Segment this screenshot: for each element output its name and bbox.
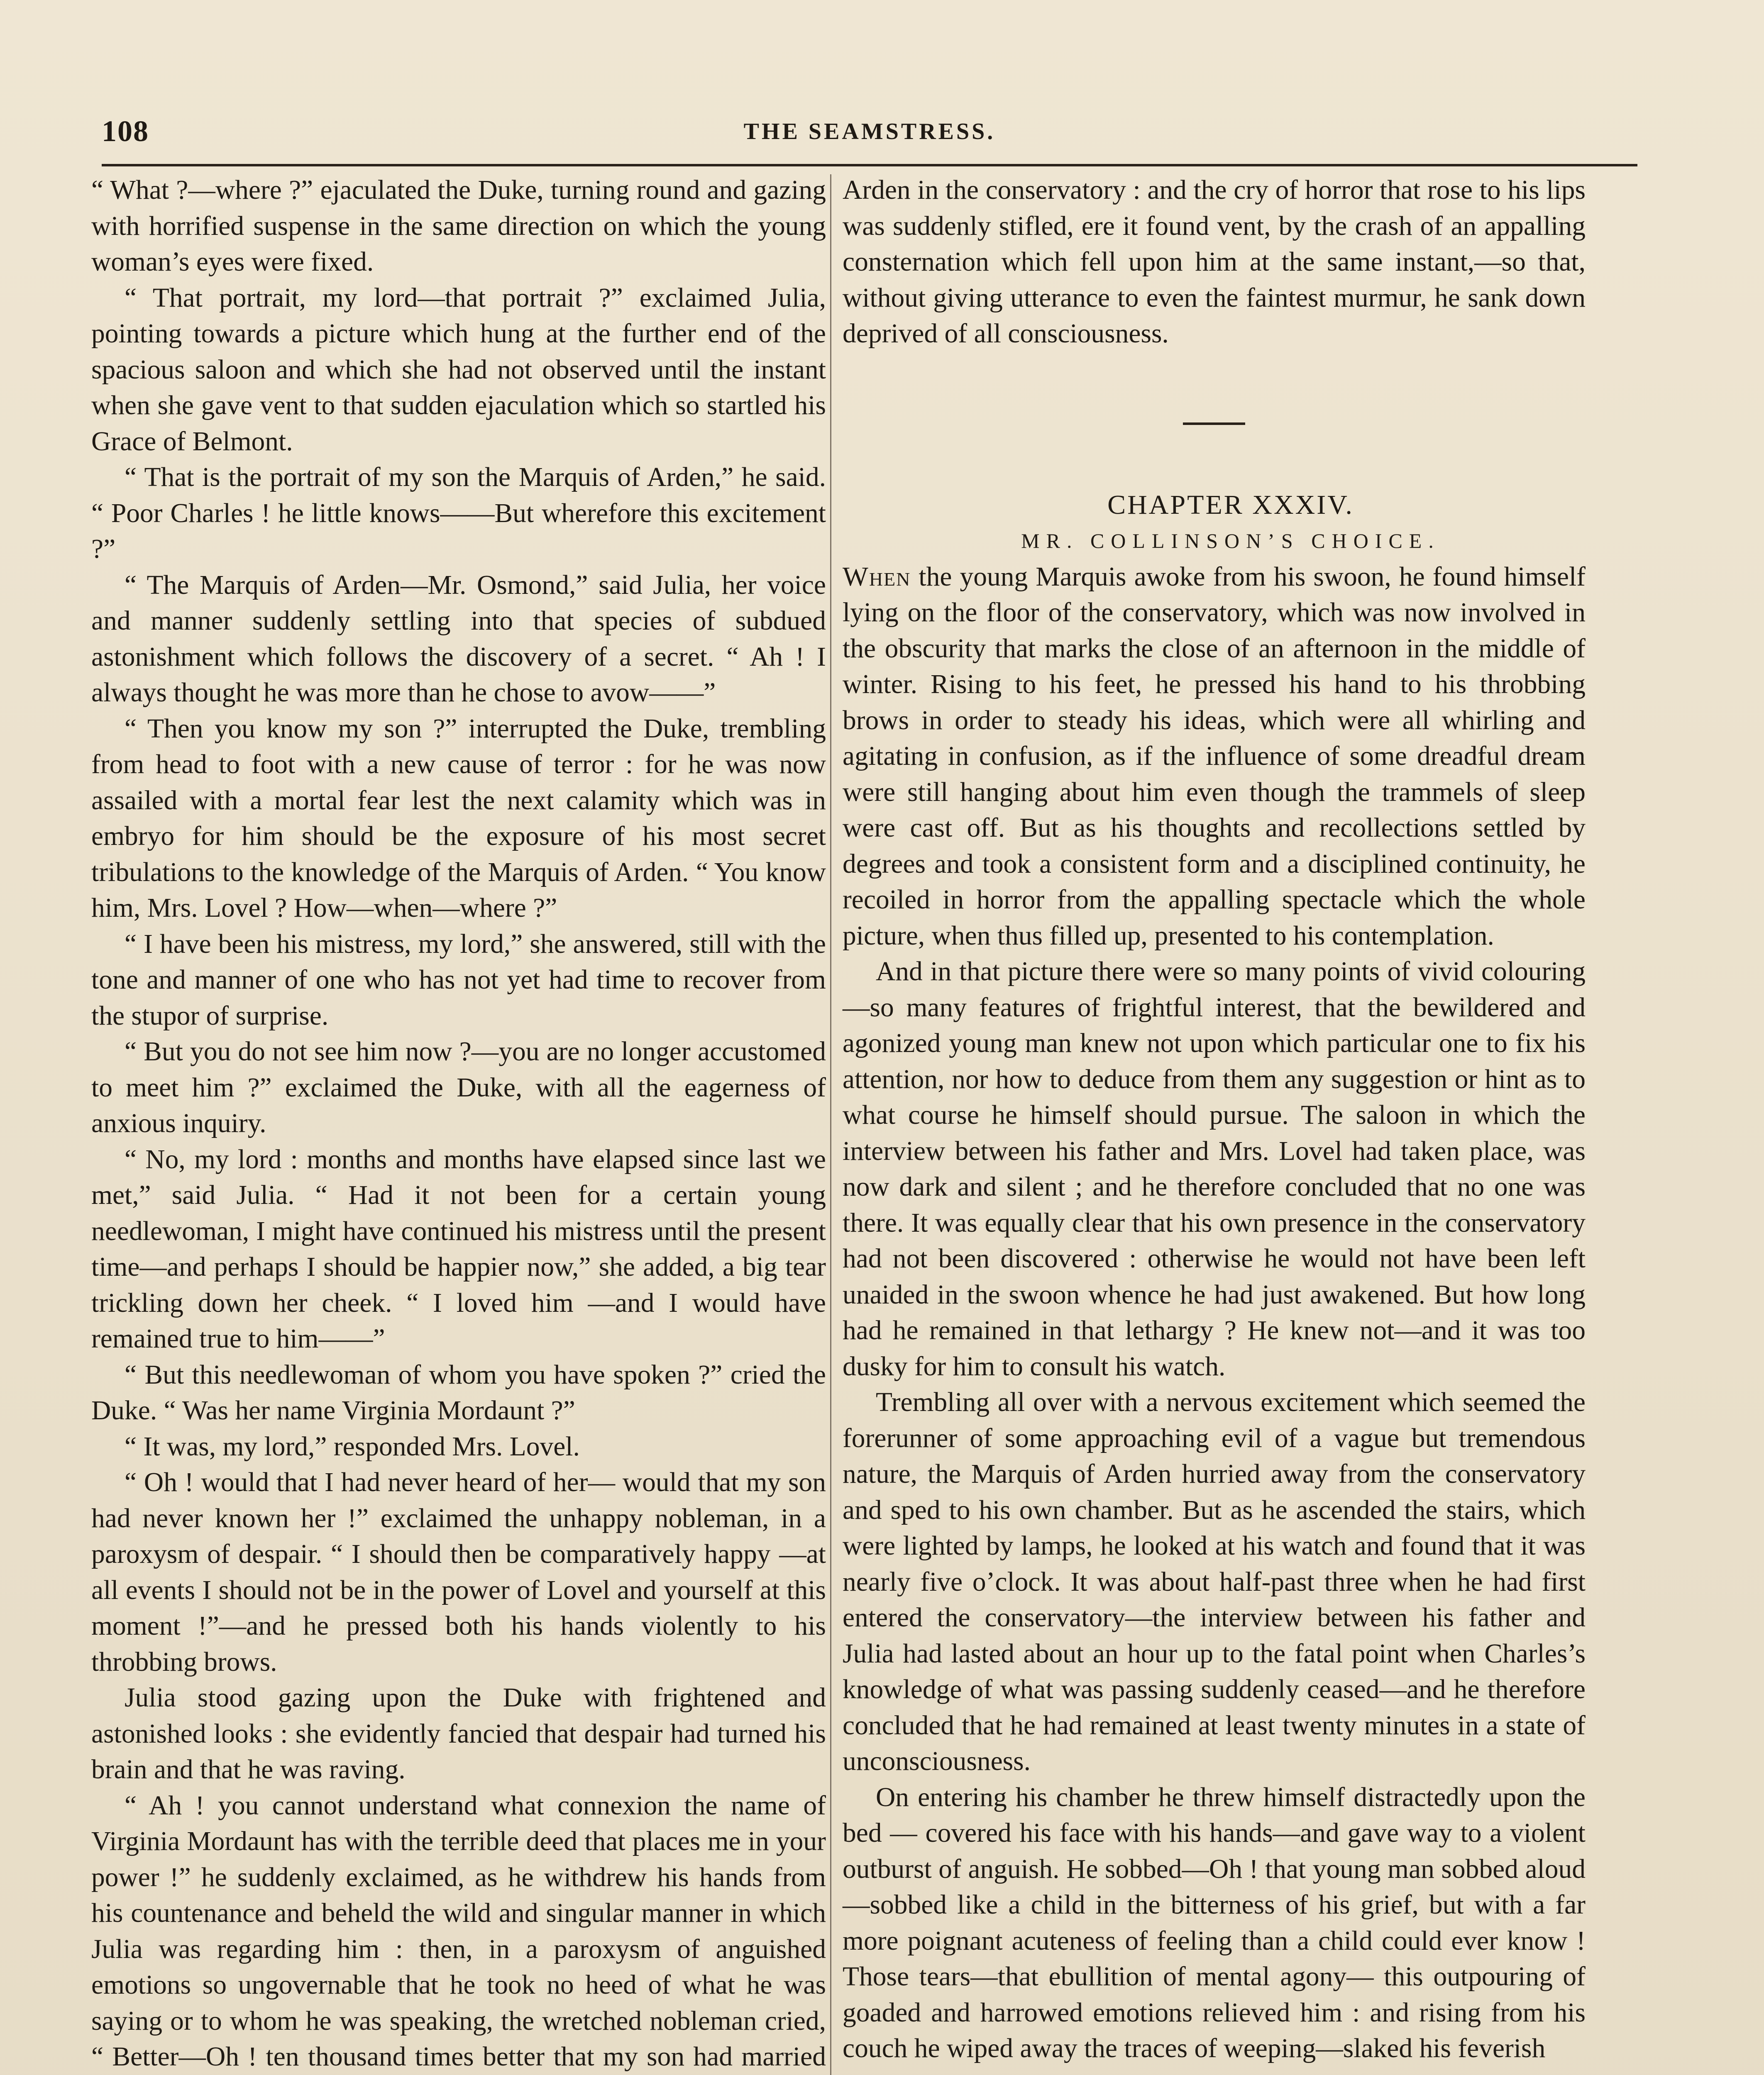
header-rule — [102, 164, 1637, 166]
paragraph: “ No, my lord : months and months have elapsed since last we met,” said Julia. “ Had it not been for a certain young needlewoman, I might have continued his mistress until the present time—and perhaps I should be happier now,” she added, a big tear trickling down her cheek. “ I loved him —and I would have remained true to him——” — [91, 1144, 826, 1354]
paragraph: On entering his chamber he threw himself distractedly upon the bed — covered his face with his hands—and gave way to a violent outburst of anguish. He sobbed—Oh ! that young man sobbed aloud—sobbed like a child in the bitterness of his grief, but with a far more poignant acuteness of feeling than a child could ever know ! Those tears—that ebullition of mental agony— this outpouring of goaded and harrowed emotions relieved him : and rising from his couch he wiped away the traces of weeping—slaked his feverish — [843, 1782, 1586, 2063]
paragraph: Julia stood gazing upon the Duke with frightened and astonished looks : she evidently fancied that despair had turned his brain and that he was raving. — [91, 1683, 826, 1784]
page-number: 108 — [102, 115, 149, 148]
paragraph: “ What ?—where ?” ejaculated the Duke, turning round and gazing with horrified suspense in the same direction on which the young woman’s eyes were fixed. — [91, 175, 826, 277]
paragraph: Trembling all over with a nervous excitement which seemed the forerunner of some approaching evil of a vague but tremendous nature, the Marquis of Arden hurried away from the conservatory and sped to his own chamber. But as he ascended the stairs, which were lighted by lamps, he looked at his watch and found that it was nearly five o’clock. It was about half-past three when he had first entered the conservatory—the interview between his father and Julia had lasted about an hour up to the fatal point when Charles’s knowledge of what was passing suddenly ceased—and he therefore concluded that he had remained at least twenty minutes in a state of unconsciousness. — [843, 1387, 1586, 1776]
paragraph: “ Then you know my son ?” interrupted the Duke, trembling from head to foot with a new cause of terror : for he was now assailed with a mortal fear lest the next calamity which was in embryo for him should be the exposure of his most secret tribulations to the knowledge of the Marquis of Arden. “ You know him, Mrs. Lovel ? How—when—where ?” — [91, 713, 826, 923]
opening-word: When — [843, 561, 911, 592]
continued-paragraph: Arden in the conservatory : and the cry of horror that rose to his lips was suddenly stifled, ere it found vent, by the crash of an appalling consternation which fell upon him at the same instant,—so that, without giving utterance to even the faintest murmur, he sank down deprived of all consciousness. — [843, 175, 1586, 349]
paragraph: “ It was, my lord,” responded Mrs. Lovel. — [125, 1431, 580, 1462]
left-column — [91, 172, 826, 2075]
paragraph: And in that picture there were so many points of vivid colouring—so many features of frightful interest, that the bewildered and agonized young man knew not upon which particular one to fix his attention, nor how to deduce from them any suggestion or hint as to what course he himself should pursue. The saloon in which the interview between his father and Mrs. Lovel had taken place, was now dark and silent ; and he therefore concluded that no one was there. It was equally clear that his own presence in the conservatory had not been discovered : otherwise he would not have been left unaided in the swoon whence he had just awakened. But how long had he remained in that lethargy ? He knew not—and it was too dusky for him to consult his watch. — [843, 957, 1586, 1382]
paragraph: “ The Marquis of Arden—Mr. Osmond,” said Julia, her voice and manner suddenly settling into that species of subdued astonishment which follows the discovery of a secret. “ Ah ! I always thought he was more than he chose to avow——” — [91, 570, 826, 708]
paragraph: “ But you do not see him now ?—you are no longer accustomed to meet him ?” exclaimed the Duke, with all the eagerness of anxious inquiry. — [91, 1037, 826, 1138]
opening-text: the young Marquis awoke from his swoon, he found himself lying on the floor of the conservatory, which was now involved in the obscurity that marks the close of an afternoon in the middle of winter. Rising to his feet, he pressed his hand to his throbbing brows in order to steady his ideas, which were all whirling and agitating in confusion, as if the influence of some dreadful dream were still hanging about him even though the trammels of sleep were cast off. But as his thoughts and recollections settled by degrees and took a consistent form and a disciplined continuity, he recoiled in horror from the appalling spectacle which the whole picture, when thus filled up, presented to his contemplation. — [843, 561, 1586, 951]
chapter-opening-paragraph — [843, 559, 1586, 954]
right-column — [843, 172, 1586, 2067]
chapter-title: CHAPTER XXXIV. — [1107, 489, 1354, 520]
running-title: THE SEAMSTRESS. — [743, 119, 996, 144]
paragraph: “ I have been his mistress, my lord,” she answered, still with the tone and manner of one who has not yet had time to recover from the stupor of surprise. — [91, 929, 826, 1031]
paragraph: “ But this needlewoman of whom you have spoken ?” cried the Duke. “ Was her name Virginia Mordaunt ?” — [91, 1360, 826, 1426]
paragraph: “ Ah ! you cannot understand what connexion the name of Virginia Mordaunt has with the terrible deed that places me in your power !” he suddenly exclaimed, as he withdrew his hands from his countenance and beheld the wild and singular manner in which Julia was regarding him : then, in a paroxysm of anguished emotions so ungovernable that he took no heed of what he was saying or to whom he was speaking, the wretched nobleman cried, “ Better—Oh ! ten thousand times better that my son had married — [91, 1790, 826, 2072]
paragraph: “ That portrait, my lord—that portrait ?” exclaimed Julia, pointing towards a picture which hung at the further end of the spacious saloon and which she had not observed until the instant when she gave vent to that sudden ejaculation which so startled his Grace of Belmont. — [91, 283, 826, 456]
page-header — [102, 106, 1637, 168]
column-divider — [830, 174, 831, 2075]
section-rule — [1183, 422, 1245, 425]
paragraph: “ That is the portrait of my son the Marquis of Arden,” he said. “ Poor Charles ! he little knows——But wherefore this excitement ?” — [91, 462, 826, 564]
paragraph: “ Oh ! would that I had never heard of her— would that my son had never known her !” exclaimed the unhappy nobleman, in a paroxysm of despair. “ I should then be comparatively happy —at all events I should not be in the power of Lovel and yourself at this moment !”—and he pressed both his hands violently to his throbbing brows. — [91, 1467, 826, 1677]
chapter-subtitle: MR. COLLINSON’S CHOICE. — [1021, 529, 1440, 552]
